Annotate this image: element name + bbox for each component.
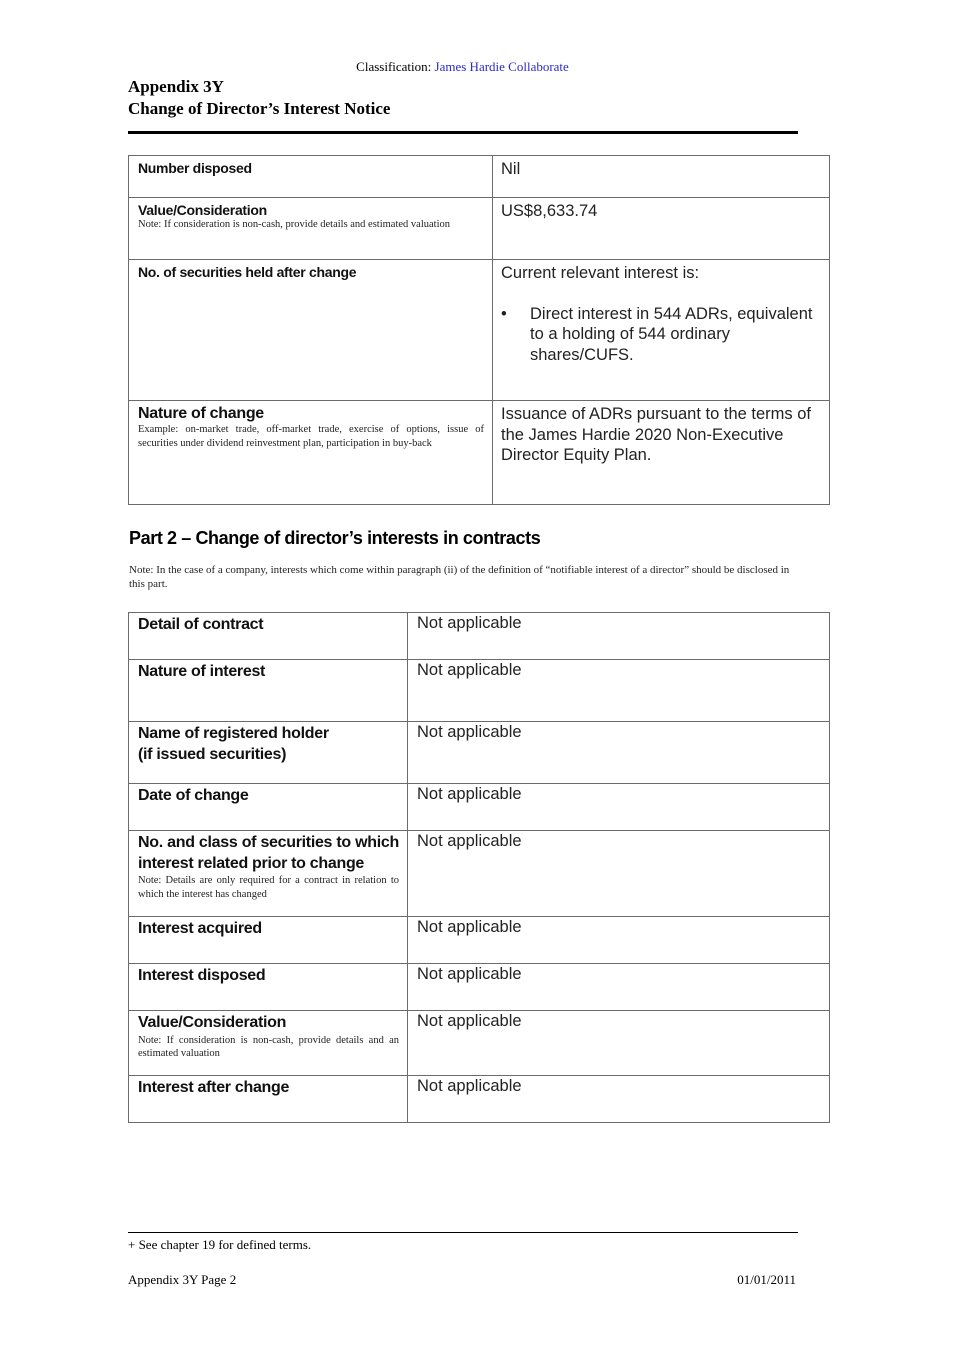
row-note: Example: on-market trade, off-market trade, exercise of options, issue of securities under dividend reinvestment plan, participation in buy-back [138, 424, 484, 449]
row-label: Date of change [138, 787, 249, 804]
value-cell [408, 1011, 830, 1076]
title-appendix: Appendix 3Y [128, 77, 224, 96]
row-label: Nature of change [138, 405, 264, 422]
label-cell [129, 613, 408, 660]
table-row-nature-of-change [129, 401, 830, 505]
row-label: Detail of contract [138, 616, 264, 633]
label-cell [129, 784, 408, 831]
table-row [129, 613, 830, 660]
row-label: Nature of interest [138, 663, 266, 680]
value-cell [408, 784, 830, 831]
label-cell [129, 660, 408, 722]
row-value: Not applicable [417, 785, 522, 803]
row-label: Number disposed [138, 160, 252, 176]
value-cell [408, 1076, 830, 1123]
label-cell [129, 917, 408, 964]
table-row-number-disposed [129, 156, 830, 198]
footer-divider [128, 1232, 798, 1233]
row-label: Interest disposed [138, 967, 266, 984]
table-row [129, 917, 830, 964]
bullet-icon: • [501, 304, 507, 323]
table-row-value-consideration [129, 198, 830, 260]
row-label: Interest after change [138, 1079, 290, 1096]
label-cell [129, 198, 493, 260]
table-row [129, 831, 830, 917]
label-cell [129, 722, 408, 784]
row-label: Interest acquired [138, 920, 262, 937]
value-cell [408, 917, 830, 964]
value-cell [493, 156, 830, 198]
table-row [129, 660, 830, 722]
row-value: Not applicable [417, 661, 522, 679]
value-cell [408, 831, 830, 917]
value-cell [493, 198, 830, 260]
part2-note: Note: In the case of a company, interests which come within paragraph (ii) of the definition of “notifiable interest of a director” should be disclosed in this part. [129, 564, 790, 590]
row-label: Name of registered holder (if issued securities) [138, 725, 329, 763]
row-value: Issuance of ADRs pursuant to the terms of the James Hardie 2020 Non-Executive Director Equity Plan. [501, 405, 811, 464]
value-cell [493, 401, 830, 505]
value-cell [408, 660, 830, 722]
footer-date: 01/01/2011 [737, 1272, 796, 1287]
classification-label: Classification: [356, 59, 432, 74]
title-notice: Change of Director’s Interest Notice [128, 99, 391, 118]
table-row [129, 722, 830, 784]
list-item-text: Direct interest in 544 ADRs, equivalent to a holding of 544 ordinary shares/CUFS. [530, 304, 813, 364]
classification-value: James Hardie Collaborate [434, 59, 569, 74]
row-value: Not applicable [417, 1077, 522, 1095]
holdings-list [501, 304, 821, 366]
row-note: Note: If consideration is non-cash, provide details and an estimated valuation [138, 1034, 399, 1059]
defined-terms-note: + See chapter 19 for defined terms. [128, 1237, 312, 1252]
row-value: Not applicable [417, 614, 522, 632]
row-value: Not applicable [417, 832, 522, 850]
row-value: Not applicable [417, 723, 522, 741]
row-value-intro: Current relevant interest is: [501, 264, 700, 282]
row-label: No. and class of securities to which interest related prior to change [138, 834, 399, 872]
label-cell [129, 831, 408, 917]
row-label: Value/Consideration [138, 202, 267, 218]
row-note: Note: Details are only required for a contract in relation to which the interest has changed [138, 875, 399, 900]
document-title [128, 76, 390, 120]
value-cell [408, 613, 830, 660]
row-label: No. of securities held after change [138, 264, 357, 280]
label-cell [129, 964, 408, 1011]
header-divider [128, 131, 798, 134]
row-note: Note: If consideration is non-cash, provide details and estimated valuation [138, 219, 450, 230]
row-value: Not applicable [417, 1012, 522, 1030]
page-label: Appendix 3Y Page 2 [128, 1272, 237, 1287]
table-row [129, 784, 830, 831]
row-value: Nil [501, 160, 521, 178]
label-cell [129, 401, 493, 505]
value-cell [493, 260, 830, 401]
label-cell [129, 1011, 408, 1076]
part2-table [128, 612, 830, 1123]
label-cell [129, 156, 493, 198]
part1-table [128, 155, 830, 505]
classification-line [0, 59, 925, 75]
value-cell [408, 964, 830, 1011]
row-label: Value/Consideration [138, 1014, 287, 1031]
table-row [129, 1076, 830, 1123]
table-row [129, 1011, 830, 1076]
label-cell [129, 1076, 408, 1123]
label-cell [129, 260, 493, 401]
value-cell [408, 722, 830, 784]
row-value: Not applicable [417, 918, 522, 936]
row-value: Not applicable [417, 965, 522, 983]
row-value: US$8,633.74 [501, 202, 598, 220]
part2-heading: Part 2 – Change of director’s interests in contracts [129, 528, 541, 548]
table-row-securities-held-after [129, 260, 830, 401]
table-row [129, 964, 830, 1011]
list-item [501, 304, 821, 366]
